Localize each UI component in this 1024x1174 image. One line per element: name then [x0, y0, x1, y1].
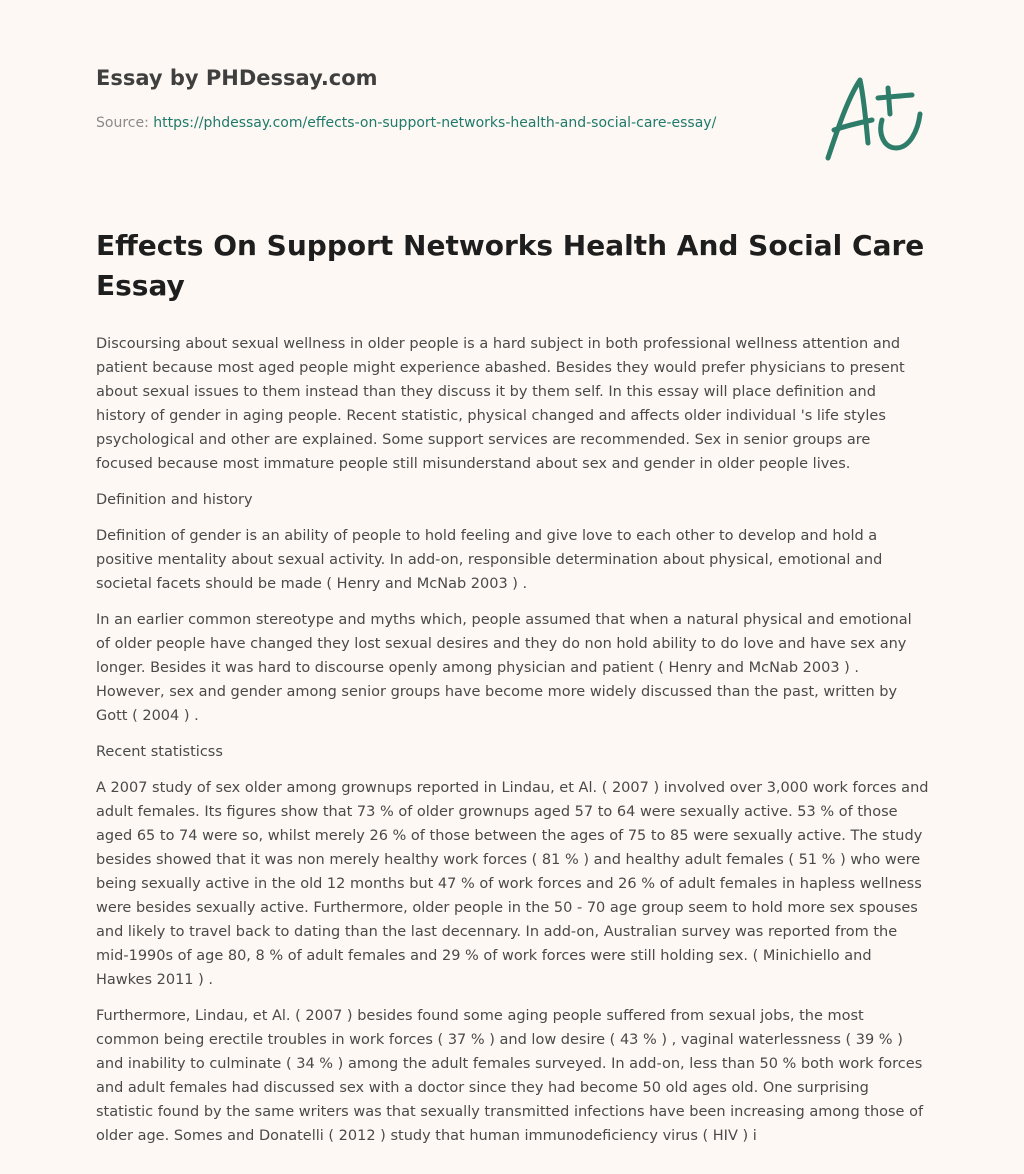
article: [96, 226, 930, 1160]
paragraph: Furthermore, Lindau, et Al. ( 2007 ) besides found some aging people suffered from sexual jobs, the most common being erectile troubles in work forces ( 37 % ) and low desire ( 43 % ) , vaginal waterlessness ( 39 % ) and inability to culminate ( 34 % ) among the adult females surveyed. In add-on, less than 50 % both work forces and adult females had discussed sex with a doctor since they had become 50 old ages old. One surprising statistic found by the same writers was that sexually transmitted infections have been increasing among those of older age. Somes and Donatelli ( 2012 ) study that human immunodeficiency virus ( HIV ) i: [96, 1008, 924, 1144]
source-line: [96, 112, 736, 134]
section-heading: Recent statisticss: [96, 744, 223, 760]
article-body: [96, 332, 930, 1148]
paragraph: Discoursing about sexual wellness in older people is a hard subject in both professional wellness attention and patient because most aged people might experience abashed. Besides they would prefer physicians to present about sexual issues to them instead than they discuss it by them self. In this essay will place definition and history of gender in aging people. Recent statistic, physical changed and affects older individual 's life styles psychological and other are explained. Some support services are recommended. Sex in senior groups are focused because most immature people still misunderstand about sex and gender in older people lives.: [96, 336, 905, 472]
source-link[interactable]: https://phdessay.com/effects-on-support-networks-health-and-social-care-essay/: [153, 115, 717, 131]
paragraph: In an earlier common stereotype and myths which, people assumed that when a natural physical and emotional of older people have changed they lost sexual desires and they do non hold ability to do love and have sex any longer. Besides it was hard to discourse openly among physician and patient ( Henry and McNab 2003 ) . However, sex and gender among senior groups have become more widely discussed than the past, written by Gott ( 2004 ) .: [96, 612, 912, 724]
a-plus-logo-icon: [820, 68, 930, 166]
paragraph: Definition of gender is an ability of people to hold feeling and give love to each other to develop and hold a positive mentality about sexual activity. In add-on, responsible determination about physical, emotional and societal facets should be made ( Henry and McNab 2003 ) .: [96, 528, 883, 592]
article-title: Effects On Support Networks Health And Social Care Essay: [96, 229, 925, 302]
site-brand: Essay by PHDessay.com: [96, 66, 378, 90]
section-heading: Definition and history: [96, 492, 253, 508]
source-label: Source:: [96, 115, 149, 131]
paragraph: A 2007 study of sex older among grownups reported in Lindau, et Al. ( 2007 ) involved over 3,000 work forces and adult females. Its figures show that 73 % of older grownups aged 57 to 64 were sexually active. 53 % of those aged 65 to 74 were so, whilst merely 26 % of those between the ages of 75 to 85 were sexually active. The study besides showed that it was non merely healthy work forces ( 81 % ) and healthy adult females ( 51 % ) who were being sexually active in the old 12 months but 47 % of work forces and 26 % of adult females in hapless wellness were besides sexually active. Furthermore, older people in the 50 - 70 age group seem to hold more sex spouses and likely to travel back to dating than the last decennary. In add-on, Australian survey was reported from the mid-1990s of age 80, 8 % of adult females and 29 % of work forces were still holding sex. ( Minichiello and Hawkes 2011 ) .: [96, 780, 929, 988]
page-header: [96, 64, 736, 134]
